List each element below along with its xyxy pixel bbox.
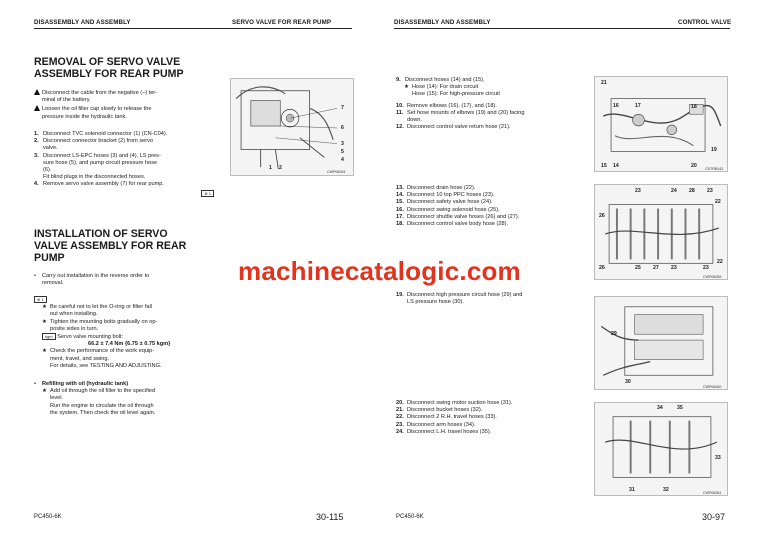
note-oring-l2: out when installing. xyxy=(50,311,98,318)
step-text: Set hose mounts of elbows (19) and (20) facing xyxy=(407,109,525,116)
note-oring: ★ Be careful not to let the O-ring or filter fall xyxy=(42,304,152,311)
install-title xyxy=(34,228,186,264)
removal-title-line-2: ASSEMBLY FOR REAR PUMP xyxy=(34,68,184,80)
step-17 xyxy=(396,214,586,221)
warning-battery-l1: Disconnect the cable from the negative (–) ter- xyxy=(42,90,158,96)
step-text: Hose (15): For high-pressure circuit xyxy=(412,91,500,98)
callout-15: 15 xyxy=(601,163,607,169)
step-14 xyxy=(396,192,586,199)
callout-28: 28 xyxy=(689,188,695,194)
step-num: 24. xyxy=(396,428,404,435)
step-20 xyxy=(396,400,586,407)
step-text: Disconnect connector bracket (2) from servo xyxy=(43,138,154,145)
callout-22: 22 xyxy=(717,259,723,265)
right-header-rule xyxy=(394,28,730,29)
steps-20-24 xyxy=(396,400,586,436)
step-text: Disconnect arm hoses (34). xyxy=(407,421,476,428)
note-check-l2: ment, travel, and swing. xyxy=(50,355,110,362)
removal-title-line-1: REMOVAL OF SERVO VALVE xyxy=(34,56,181,68)
step-num: 17. xyxy=(396,213,404,220)
step-3 xyxy=(34,153,216,182)
step-text: valve. xyxy=(43,145,58,152)
callout-7: 7 xyxy=(341,105,344,111)
figure-ppc-hoses xyxy=(594,184,728,280)
travel-hoses-drawing xyxy=(595,403,727,495)
torque-label: Servo valve mounting bolt: xyxy=(57,334,124,341)
callout-25: 25 xyxy=(635,265,641,271)
figure-id: CWP06259 xyxy=(703,275,722,279)
refill-l4: the system. Then check the oil level again. xyxy=(50,409,156,416)
step-text: Disconnect LS-EPC hoses (3) and (4), LS pres- xyxy=(43,152,161,159)
note-tighten-l2: posite sides in turn. xyxy=(50,325,99,332)
callout-5: 5 xyxy=(341,149,344,155)
step-num: 1. xyxy=(34,131,39,137)
step-19-block xyxy=(396,292,586,306)
step-num: 10. xyxy=(396,102,404,109)
step-19 xyxy=(396,292,586,306)
step-11 xyxy=(396,110,586,124)
step-num: 13. xyxy=(396,185,404,191)
step-text: Fit blind plugs in the disconnected hoses. xyxy=(43,174,146,181)
note-check-l3: For details, see TESTING AND ADJUSTING. xyxy=(50,362,162,369)
step-text: Disconnect high pressure circuit hose (29) and xyxy=(407,292,523,298)
step-4 xyxy=(34,181,216,188)
step-text: LS pressure hose (30). xyxy=(407,299,464,306)
install-notes xyxy=(34,296,216,370)
warning-filler-l2: pressure inside the hydraulic tank. xyxy=(42,113,127,120)
note-tighten-l1: Tighten the mounting bolts gradually on op- xyxy=(50,318,158,325)
callout-6: 6 xyxy=(341,125,344,131)
callout-23: 23 xyxy=(635,188,641,194)
warning-filler xyxy=(34,104,214,113)
callout-16: 16 xyxy=(613,103,619,109)
callout-30: 30 xyxy=(625,379,631,385)
step-24 xyxy=(396,429,586,436)
refill-l1: Add oil through the oil filler to the specified xyxy=(50,388,156,395)
callout-22: 22 xyxy=(715,199,721,205)
removal-warnings xyxy=(34,88,214,121)
torque-value: 66.2 ± 7.4 Nm {6.75 ± 0.75 kgm} xyxy=(88,341,171,348)
step-num: 15. xyxy=(396,199,404,206)
note-check-l1: Check the performance of the work equip- xyxy=(50,348,155,355)
step-text: Disconnect shuttle valve hoses (26) and (27). xyxy=(407,213,520,220)
left-header-topic: SERVO VALVE FOR REAR PUMP xyxy=(232,19,332,26)
step-18 xyxy=(396,221,586,228)
warning-filler-l1: Loosen the oil filler cap slowly to release the xyxy=(42,106,152,113)
callout-1: 1 xyxy=(269,165,272,171)
step-text: Remove elbows (16), (17), and (18). xyxy=(407,102,497,109)
figure-elbows xyxy=(594,76,728,172)
install-title-line-2: VALVE ASSEMBLY FOR REAR xyxy=(34,240,187,252)
torque-spec xyxy=(34,333,216,341)
step-text: Disconnect 2 R.H. travel hoses (33). xyxy=(407,414,497,421)
callout-17: 17 xyxy=(635,103,641,109)
install-bullet-l2: removal. xyxy=(42,280,64,287)
step-text: Disconnect swing motor suction hose (31). xyxy=(407,400,513,406)
warning-battery xyxy=(34,88,214,97)
step-num: 14. xyxy=(396,192,404,199)
step-23 xyxy=(396,422,586,429)
figure-id: CWP06261 xyxy=(703,491,722,495)
callout-23: 23 xyxy=(707,188,713,194)
step-16 xyxy=(396,207,586,214)
callout-32: 32 xyxy=(663,487,669,493)
step-text: Disconnect L.H. travel hoses (35). xyxy=(407,428,492,435)
callout-21: 21 xyxy=(601,80,607,86)
figure-id: CD7RB143 xyxy=(705,167,724,171)
callout-29: 29 xyxy=(611,331,617,337)
step-text: Disconnect 10 top PPC hoses (23). xyxy=(407,192,495,199)
step-num: 4. xyxy=(34,181,39,188)
callout-4: 4 xyxy=(341,157,344,163)
callout-34: 34 xyxy=(657,405,663,411)
step-12 xyxy=(396,124,586,131)
callout-19: 19 xyxy=(711,147,717,153)
step-num: 21. xyxy=(396,407,404,414)
step-text: Disconnect drain hose (22). xyxy=(407,185,476,191)
step-text: Disconnect control valve return hose (21). xyxy=(407,124,511,131)
step-text: Disconnect control valve body hose (28). xyxy=(407,221,509,228)
reference-tag-1: ※ 1 xyxy=(34,296,47,303)
step-text: Disconnect safety valve hose (24). xyxy=(407,199,493,206)
install-bullet: • Carry out installation in the reverse order to removal. xyxy=(34,273,214,287)
step-num: 18. xyxy=(396,221,404,228)
right-header-section: DISASSEMBLY AND ASSEMBLY xyxy=(394,19,491,26)
warning-icon xyxy=(34,105,40,111)
step-text: Disconnect TVC solenoid connector (1) (CN-C04). xyxy=(43,131,168,137)
servo-valve-drawing xyxy=(231,79,353,175)
left-header-section: DISASSEMBLY AND ASSEMBLY xyxy=(34,19,131,26)
step-22 xyxy=(396,414,586,421)
callout-27: 27 xyxy=(653,265,659,271)
right-footer-page: 30-97 xyxy=(702,512,726,522)
callout-26: 26 xyxy=(599,265,605,271)
callout-14: 14 xyxy=(613,163,619,169)
removal-title xyxy=(34,56,184,80)
high-pressure-drawing xyxy=(595,297,727,389)
step-1 xyxy=(34,131,216,138)
refill-title: Refilling with oil (hydraulic tank) xyxy=(42,381,129,387)
figure-id: CWP06260 xyxy=(703,385,722,389)
refill-section: • Refilling with oil (hydraulic tank) ★ Add oil through the oil filler to the specified level. Run the engine to circulate the oil through the system. Then check the oil level again. xyxy=(34,381,216,417)
step-num: 22. xyxy=(396,414,404,421)
step-text: down. xyxy=(407,117,422,124)
callout-23: 23 xyxy=(703,265,709,271)
elbows-drawing xyxy=(595,77,727,171)
refill-l2: level. xyxy=(50,395,64,402)
right-footer-model: PC450-6K xyxy=(396,514,424,520)
step-num: 20. xyxy=(396,400,404,406)
step-21 xyxy=(396,407,586,414)
left-header-rule xyxy=(34,28,352,29)
step-13 xyxy=(396,185,586,192)
callout-3: 3 xyxy=(341,141,344,147)
figure-high-pressure xyxy=(594,296,728,390)
callout-26: 26 xyxy=(599,213,605,219)
left-footer-page: 30-115 xyxy=(316,512,344,522)
steps-9-12: 9. Disconnect hoses (14) and (15). ★ Hose (14): For drain circuit Hose (15): For high-pressure circuit 10. Remove elbows (16), (17), and (18). 11. Set hose mounts of elbows (19) and (20) facing down. 12. Disconnect control valve return hose (21). xyxy=(396,77,586,131)
warning-icon xyxy=(34,89,40,95)
step-num: 9. xyxy=(396,77,401,83)
step-num: 11. xyxy=(396,109,404,116)
callout-2: 2 xyxy=(279,165,282,171)
note-tighten: ★ Tighten the mounting bolts gradually on op- xyxy=(42,318,158,325)
install-bullet-l1: Carry out installation in the reverse order to xyxy=(42,273,150,279)
step-text: Hose (14): For drain circuit xyxy=(412,84,479,91)
step-text: Remove servo valve assembly (7) for rear pump. xyxy=(43,181,164,188)
figure-id: CWP06264 xyxy=(327,170,346,174)
warning-battery-l2: minal of the battery. xyxy=(42,97,91,104)
step-num: 12. xyxy=(396,124,404,131)
figure-servo-valve xyxy=(230,78,354,176)
step-num: 23. xyxy=(396,421,404,428)
callout-24: 24 xyxy=(671,188,677,194)
figure-travel-hoses xyxy=(594,402,728,496)
note-oring-l1: Be careful not to let the O-ring or filter fall xyxy=(50,304,152,311)
callout-18: 18 xyxy=(691,104,697,110)
step-15 xyxy=(396,199,586,206)
install-title-line-1: INSTALLATION OF SERVO xyxy=(34,228,168,240)
note-check: ★ Check the performance of the work equip- xyxy=(42,348,155,355)
step-text: (6). xyxy=(43,167,52,174)
removal-steps xyxy=(34,131,216,198)
left-footer-model: PC450-6K xyxy=(34,514,62,520)
step-num: 2. xyxy=(34,138,39,145)
step-text: Disconnect bucket hoses (32). xyxy=(407,407,483,414)
right-header-topic: CONTROL VALVE xyxy=(678,19,732,26)
refill-l3: Run the engine to circulate the oil through xyxy=(50,402,154,409)
callout-31: 31 xyxy=(629,487,635,493)
watermark: machinecatalogic.com xyxy=(238,256,521,286)
callout-23: 23 xyxy=(671,265,677,271)
step-text: sure hose (5), and pump circuit pressure hose xyxy=(43,159,158,166)
step-num: 16. xyxy=(396,206,404,213)
step-num: 19. xyxy=(396,292,404,298)
step-text: Disconnect swing solenoid hose (25). xyxy=(407,206,500,213)
step-num: 3. xyxy=(34,152,39,159)
callout-35: 35 xyxy=(677,405,683,411)
reference-tag-1: ※ 1 xyxy=(201,190,214,197)
torque-icon: kgm xyxy=(42,333,56,340)
callout-20: 20 xyxy=(691,163,697,169)
step-text: Disconnect hoses (14) and (15). xyxy=(405,77,485,83)
step-2 xyxy=(34,138,216,152)
steps-13-18 xyxy=(396,185,586,228)
step-10 xyxy=(396,103,586,110)
callout-33: 33 xyxy=(715,455,721,461)
install-title-line-3: PUMP xyxy=(34,252,65,264)
